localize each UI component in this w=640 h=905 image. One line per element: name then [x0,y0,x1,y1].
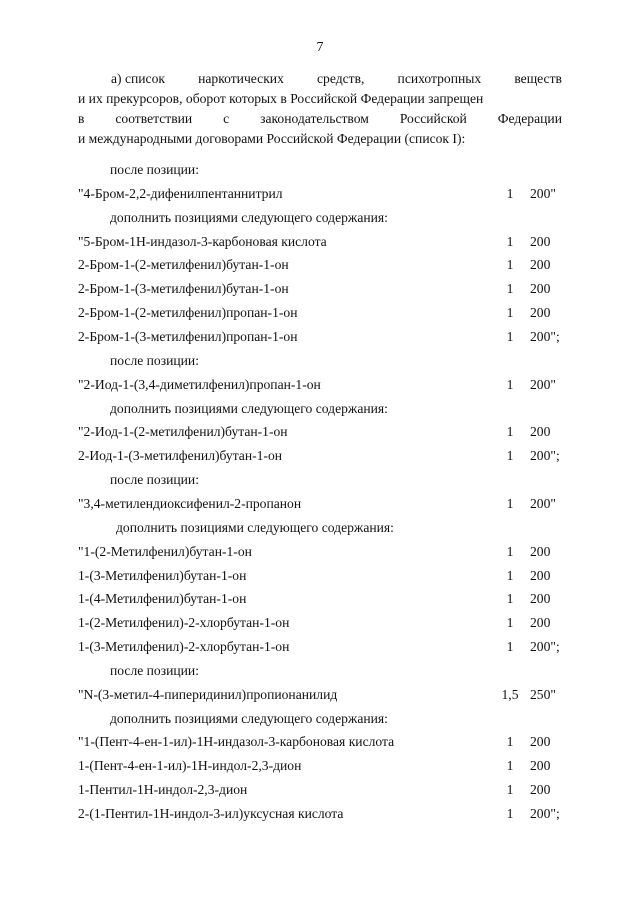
instruction-line [78,208,562,228]
threshold-value-2: 200"; [530,448,560,464]
substance-name: 1-Пентил-1H-индол-2,3-дион [78,782,248,798]
threshold-value-2: 200 [530,305,551,321]
threshold-value-1: 1 [506,257,514,273]
instruction-text: после позиции: [110,352,199,368]
threshold-value-2: 200 [530,734,551,750]
instruction-line [78,160,562,180]
substance-row [78,780,562,800]
threshold-value-2: 200 [530,543,551,559]
threshold-value-1: 1,5 [501,686,519,702]
substance-name: 2-Бром-1-(3-метилфенил)пропан-1-он [78,329,298,344]
intro-word: Федерации [497,111,562,126]
substance-row [78,637,562,657]
threshold-value-1: 1 [506,448,514,464]
threshold-value-1: 1 [506,615,514,631]
substance-name: "1-(2-Метилфенил)бутан-1-он [78,543,252,559]
instruction-text: после позиции: [110,662,199,678]
substance-name: "4-Бром-2,2-дифенилпентаннитрил [78,185,283,201]
intro-word: веществ [514,71,562,86]
substance-name: "3,4-метилендиоксифенил-2-пропанон [78,495,302,511]
intro-word: и их прекурсоров, оборот которых в Российской Федерации запрещен [78,91,484,106]
intro-word: в [78,111,85,126]
threshold-value-2: 200 [530,281,551,297]
intro-word: с [223,111,230,126]
intro-word: законодательством [260,111,369,126]
threshold-value-1: 1 [506,424,514,440]
substance-name: 1-(Пент-4-ен-1-ил)-1H-индол-2,3-дион [78,758,302,774]
instruction-text: дополнить позициями следующего содержания: [110,209,388,225]
instruction-text: дополнить позициями следующего содержания: [110,710,388,726]
threshold-value-1: 1 [506,305,514,321]
substance-row [78,589,562,609]
substance-name: "N-(3-метил-4-пиперидинил)пропионанилид [78,686,338,702]
substance-row [78,542,562,562]
threshold-value-2: 200 [530,615,551,631]
threshold-value-2: 200 [530,782,551,798]
threshold-value-1: 1 [506,185,514,201]
substance-name: "1-(Пент-4-ен-1-ил)-1H-индазол-3-карбоновая кислота [78,734,395,750]
substance-row [78,327,562,347]
intro-word: наркотических [198,71,284,86]
threshold-value-2: 200" [530,495,556,511]
threshold-value-2: 200"; [530,639,560,654]
substance-name: 2-(1-Пентил-1H-индол-3-ил)уксусная кислота [78,806,344,821]
threshold-value-2: 200"; [530,329,560,344]
substance-row [78,613,562,633]
instruction-line [78,399,562,419]
threshold-value-2: 200 [530,591,551,607]
instruction-text: дополнить позициями следующего содержания: [110,400,388,416]
threshold-value-1: 1 [506,233,514,249]
threshold-value-2: 200"; [530,806,560,821]
threshold-value-1: 1 [506,376,514,392]
substance-name: 1-(3-Метилфенил)бутан-1-он [78,567,247,583]
threshold-value-2: 200" [530,185,556,201]
substance-name: 1-(3-Метилфенил)-2-хлорбутан-1-он [78,639,290,654]
instruction-line [78,518,562,538]
threshold-value-2: 200 [530,233,551,249]
substance-row [78,279,562,299]
intro-word: и международными договорами Российской Федерации (список I): [78,131,466,146]
threshold-value-1: 1 [506,543,514,559]
threshold-value-2: 250" [530,686,556,702]
substance-row [78,232,562,252]
substance-row [78,756,562,776]
substance-name: 2-Бром-1-(3-метилфенил)бутан-1-он [78,281,289,297]
substance-name: "5-Бром-1H-индазол-3-карбоновая кислота [78,233,327,249]
substance-name: 2-Иод-1-(3-метилфенил)бутан-1-он [78,448,283,464]
intro-word: а) список [111,71,165,86]
threshold-value-1: 1 [506,806,514,821]
threshold-value-2: 200 [530,758,551,774]
substance-row [78,303,562,323]
instruction-line [78,709,562,729]
substance-row [78,685,562,705]
intro-word: Российской [399,111,467,126]
threshold-value-1: 1 [506,329,514,344]
substance-name: 2-Бром-1-(2-метилфенил)пропан-1-он [78,305,298,321]
intro-word: психотропных [397,71,482,86]
substance-row [78,422,562,442]
threshold-value-2: 200" [530,376,556,392]
substance-name: 1-(2-Метилфенил)-2-хлорбутан-1-он [78,615,290,631]
substance-row [78,494,562,514]
instruction-text: после позиции: [110,472,199,488]
substance-row [78,566,562,586]
threshold-value-1: 1 [506,734,514,750]
instruction-line [78,661,562,681]
substance-name: "2-Иод-1-(3,4-диметилфенил)пропан-1-он [78,376,321,392]
threshold-value-1: 1 [506,495,514,511]
instruction-line [78,351,562,371]
instruction-text: после позиции: [110,162,199,177]
substance-name: 1-(4-Метилфенил)бутан-1-он [78,591,247,607]
threshold-value-1: 1 [506,281,514,297]
threshold-value-1: 1 [506,758,514,774]
intro-word: средств, [317,71,365,86]
instruction-line [78,470,562,490]
substance-name: 2-Бром-1-(2-метилфенил)бутан-1-он [78,257,289,273]
substance-row [78,732,562,752]
substance-row [78,804,562,824]
substance-row [78,375,562,395]
instruction-text: дополнить позициями следующего содержания: [116,519,394,535]
threshold-value-2: 200 [530,424,551,440]
threshold-value-1: 1 [506,782,514,798]
intro-word: соответствии [115,111,193,126]
threshold-value-2: 200 [530,257,551,273]
threshold-value-1: 1 [506,639,514,654]
substance-row [78,184,562,204]
threshold-value-1: 1 [506,591,514,607]
threshold-value-2: 200 [530,567,551,583]
threshold-value-1: 1 [506,567,514,583]
page-number: 7 [316,40,324,55]
substance-row [78,255,562,275]
substance-name: "2-Иод-1-(2-метилфенил)бутан-1-он [78,424,288,440]
substance-row [78,446,562,466]
